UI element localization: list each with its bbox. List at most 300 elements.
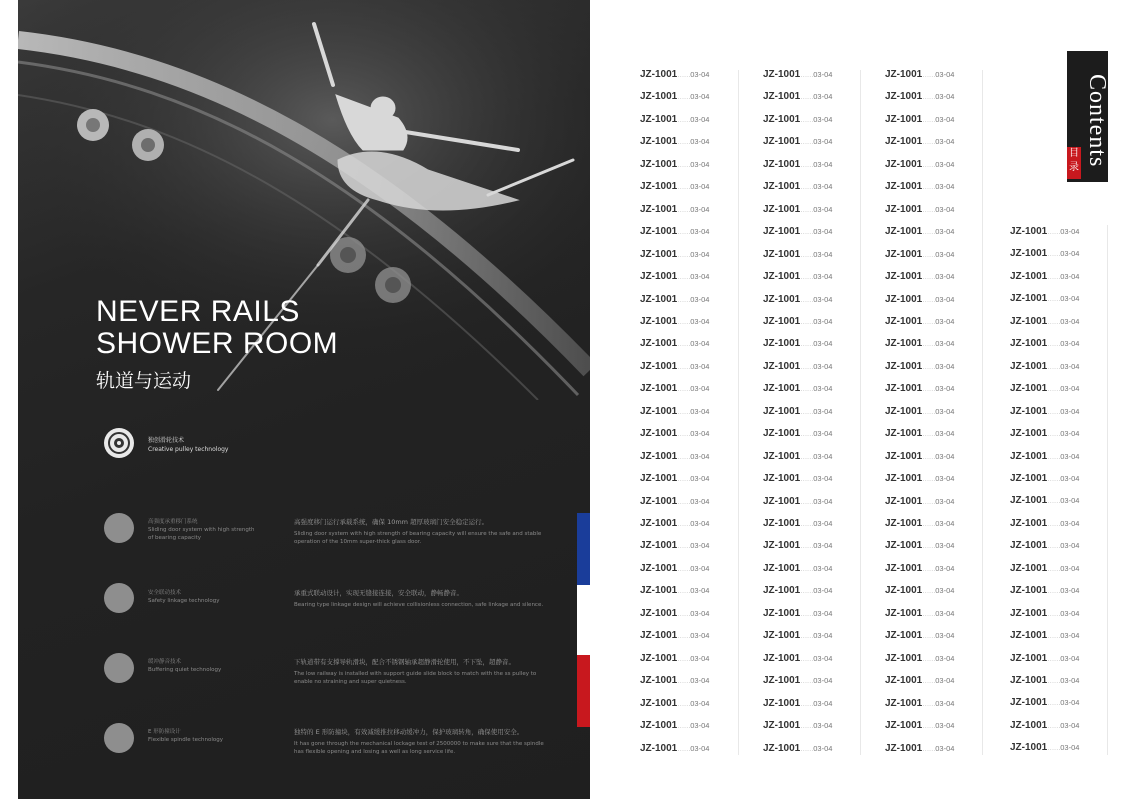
toc-entry-leader: …… bbox=[800, 476, 814, 484]
toc-entry-code: JZ-1001 bbox=[1010, 540, 1048, 552]
toc-entry-leader: …… bbox=[922, 745, 936, 753]
toc-entry[interactable] bbox=[1010, 674, 1079, 688]
toc-entry[interactable] bbox=[763, 719, 832, 733]
toc-entry[interactable] bbox=[885, 382, 954, 396]
toc-entry[interactable] bbox=[1010, 427, 1079, 441]
toc-entry-leader: …… bbox=[677, 498, 691, 506]
toc-entry-leader: …… bbox=[800, 431, 814, 439]
toc-entry[interactable] bbox=[885, 584, 954, 598]
toc-entry[interactable] bbox=[763, 113, 832, 127]
toc-entry-page: 03-04 bbox=[1060, 608, 1080, 618]
toc-entry[interactable] bbox=[1010, 247, 1079, 261]
toc-entry-code: JZ-1001 bbox=[1010, 495, 1048, 507]
toc-entry-page: 03-04 bbox=[935, 653, 955, 663]
toc-entry-leader: …… bbox=[1047, 498, 1061, 506]
toc-entry-code: JZ-1001 bbox=[885, 428, 923, 440]
toc-entry-page: 03-04 bbox=[1060, 541, 1080, 551]
toc-entry-page: 03-04 bbox=[1060, 563, 1080, 573]
toc-entry-page: 03-04 bbox=[935, 519, 955, 528]
feature-desc-en: Sliding door system with high strength of bearing capacity will ensure the safe and stable operation of the 10mm super-thick glass door. bbox=[294, 531, 542, 545]
toc-entry-leader: …… bbox=[922, 116, 936, 124]
toc-entry[interactable] bbox=[640, 539, 709, 553]
toc-entry-code: JZ-1001 bbox=[763, 338, 801, 350]
toc-entry-leader: …… bbox=[1047, 655, 1061, 663]
toc-entry[interactable] bbox=[885, 203, 954, 217]
toc-entry[interactable] bbox=[885, 158, 954, 172]
toc-entry-page: 03-04 bbox=[935, 631, 955, 641]
toc-entry-code: JZ-1001 bbox=[640, 428, 678, 440]
toc-entry-leader: …… bbox=[800, 588, 814, 596]
toc-entry[interactable] bbox=[1010, 652, 1079, 666]
toc-entry[interactable] bbox=[763, 270, 832, 284]
toc-entry-leader: …… bbox=[677, 363, 691, 371]
toc-entry-page: 03-04 bbox=[1060, 384, 1080, 394]
toc-entry[interactable] bbox=[763, 360, 832, 374]
column-divider bbox=[1107, 225, 1108, 755]
toc-entry[interactable] bbox=[885, 90, 954, 104]
toc-entry[interactable] bbox=[640, 337, 709, 351]
toc-entry-code: JZ-1001 bbox=[885, 158, 923, 170]
feature-label-cn: 安全联动技术 bbox=[148, 590, 182, 596]
toc-entry[interactable] bbox=[640, 293, 709, 307]
toc-entry-code: JZ-1001 bbox=[1010, 697, 1048, 709]
toc-entry-code: JZ-1001 bbox=[763, 271, 801, 283]
toc-entry-page: 03-04 bbox=[1060, 339, 1080, 349]
toc-entry-leader: …… bbox=[677, 318, 691, 326]
toc-entry-leader: …… bbox=[677, 543, 691, 551]
toc-entry-page: 03-04 bbox=[690, 631, 710, 641]
toc-entry-page: 03-04 bbox=[813, 676, 833, 686]
toc-entry[interactable] bbox=[763, 225, 832, 239]
toc-entry[interactable] bbox=[640, 315, 709, 329]
toc-entry[interactable] bbox=[640, 248, 709, 262]
toc-entry-leader: …… bbox=[922, 565, 936, 573]
toc-entry-leader: …… bbox=[677, 251, 691, 259]
toc-entry[interactable] bbox=[763, 427, 832, 441]
toc-entry[interactable] bbox=[1010, 270, 1079, 284]
toc-entry[interactable] bbox=[885, 495, 954, 509]
toc-entry[interactable] bbox=[763, 495, 832, 509]
toc-entry-leader: …… bbox=[922, 521, 936, 528]
toc-entry[interactable] bbox=[763, 180, 832, 194]
toc-entry-code: JZ-1001 bbox=[763, 69, 801, 80]
toc-entry[interactable] bbox=[885, 270, 954, 284]
toc-entry-leader: …… bbox=[677, 296, 691, 304]
toc-entry-code: JZ-1001 bbox=[640, 248, 678, 260]
toc-entry[interactable] bbox=[1010, 405, 1079, 419]
toc-entry[interactable] bbox=[1010, 517, 1079, 531]
toc-entry[interactable] bbox=[640, 158, 709, 172]
toc-entry[interactable] bbox=[640, 742, 709, 756]
toc-entry-code: JZ-1001 bbox=[763, 450, 801, 462]
toc-entry[interactable] bbox=[640, 472, 709, 486]
toc-entry-page: 03-04 bbox=[813, 272, 833, 282]
toc-entry-leader: …… bbox=[922, 94, 936, 102]
toc-entry-page: 03-04 bbox=[935, 182, 955, 192]
toc-entry[interactable] bbox=[763, 472, 832, 486]
toc-entry-code: JZ-1001 bbox=[763, 697, 801, 709]
toc-entry[interactable] bbox=[1010, 607, 1079, 621]
toc-entry-code: JZ-1001 bbox=[640, 607, 678, 619]
toc-entry-page: 03-04 bbox=[690, 227, 710, 237]
toc-entry-page: 03-04 bbox=[813, 182, 833, 192]
toc-entry-page: 03-04 bbox=[935, 384, 955, 394]
toc-entry[interactable] bbox=[763, 629, 832, 643]
toc-entry[interactable] bbox=[763, 90, 832, 104]
toc-entry[interactable] bbox=[640, 68, 709, 82]
toc-entry[interactable] bbox=[885, 674, 954, 688]
spindle-icon bbox=[104, 723, 134, 753]
toc-entry-code: JZ-1001 bbox=[640, 360, 678, 372]
toc-entry-code: JZ-1001 bbox=[885, 585, 923, 597]
toc-entry-code: JZ-1001 bbox=[1010, 675, 1048, 686]
toc-entry[interactable] bbox=[885, 472, 954, 486]
toc-entry-leader: …… bbox=[800, 341, 814, 349]
toc-entry-page: 03-04 bbox=[690, 159, 710, 169]
toc-entry[interactable] bbox=[1010, 741, 1079, 755]
feature-desc-en: Bearing type linkage design will achieve collisionless connection, safe linkage and silence. bbox=[294, 602, 544, 608]
toc-entry[interactable] bbox=[640, 360, 709, 374]
feature-desc-en: It has gone through the mechanical lockage test of 2500000 to make sure that the spindle has flexible opening and losing as well as long service life. bbox=[294, 741, 544, 755]
toc-entry[interactable] bbox=[885, 652, 954, 666]
toc-entry-code: JZ-1001 bbox=[763, 585, 801, 597]
toc-entry-code: JZ-1001 bbox=[763, 518, 801, 529]
feature-label-en: Sliding door system with high strength of bearing capacity bbox=[148, 527, 255, 541]
toc-entry-page: 03-04 bbox=[813, 519, 833, 528]
toc-entry-page: 03-04 bbox=[935, 361, 955, 371]
toc-entry-code: JZ-1001 bbox=[885, 562, 923, 574]
toc-entry-page: 03-04 bbox=[813, 631, 833, 641]
toc-entry[interactable] bbox=[885, 135, 954, 149]
toc-entry-page: 03-04 bbox=[935, 608, 955, 618]
toc-entry-code: JZ-1001 bbox=[763, 383, 801, 395]
toc-entry-page: 03-04 bbox=[935, 586, 955, 596]
toc-entry[interactable] bbox=[1010, 696, 1079, 710]
toc-entry[interactable] bbox=[763, 697, 832, 711]
toc-entry-code: JZ-1001 bbox=[885, 136, 923, 148]
toc-entry[interactable] bbox=[1010, 584, 1079, 598]
toc-entry-code: JZ-1001 bbox=[640, 293, 678, 305]
toc-entry-code: JZ-1001 bbox=[1010, 338, 1048, 350]
toc-entry-page: 03-04 bbox=[1060, 361, 1080, 371]
toc-entry-code: JZ-1001 bbox=[1010, 562, 1048, 574]
toc-entry[interactable] bbox=[885, 293, 954, 307]
toc-entry-page: 03-04 bbox=[690, 204, 710, 214]
toc-entry-code: JZ-1001 bbox=[640, 271, 678, 283]
toc-entry[interactable] bbox=[885, 360, 954, 374]
toc-entry-leader: …… bbox=[1047, 588, 1061, 596]
toc-entry[interactable] bbox=[640, 405, 709, 419]
toc-entry[interactable] bbox=[763, 405, 832, 419]
toc-entry[interactable] bbox=[763, 248, 832, 262]
toc-entry-code: JZ-1001 bbox=[1010, 248, 1048, 260]
toc-entry[interactable] bbox=[885, 719, 954, 733]
toc-entry-leader: …… bbox=[922, 206, 936, 214]
feature-label-cn: 缓冲静音技术 bbox=[148, 659, 182, 665]
toc-entry[interactable] bbox=[885, 405, 954, 419]
toc-entry[interactable] bbox=[885, 697, 954, 711]
toc-entry[interactable] bbox=[1010, 337, 1079, 351]
toc-entry-code: JZ-1001 bbox=[640, 720, 678, 732]
toc-entry-code: JZ-1001 bbox=[1010, 630, 1048, 642]
toc-entry-code: JZ-1001 bbox=[885, 226, 923, 238]
toc-entry-leader: …… bbox=[922, 318, 936, 326]
toc-entry-page: 03-04 bbox=[813, 204, 833, 214]
toc-entry[interactable] bbox=[640, 382, 709, 396]
column-divider bbox=[860, 70, 861, 755]
toc-entry[interactable] bbox=[640, 113, 709, 127]
toc-entry[interactable] bbox=[763, 135, 832, 149]
toc-entry-code: JZ-1001 bbox=[885, 91, 923, 103]
toc-entry-page: 03-04 bbox=[690, 721, 710, 731]
toc-entry[interactable] bbox=[885, 562, 954, 576]
toc-entry-page: 03-04 bbox=[813, 451, 833, 461]
toc-entry[interactable] bbox=[885, 517, 954, 531]
toc-entry[interactable] bbox=[1010, 472, 1079, 486]
toc-entry[interactable] bbox=[885, 450, 954, 464]
toc-entry[interactable] bbox=[885, 742, 954, 756]
toc-entry[interactable] bbox=[763, 68, 832, 82]
toc-entry[interactable] bbox=[1010, 719, 1079, 733]
toc-entry[interactable] bbox=[763, 382, 832, 396]
toc-entry-code: JZ-1001 bbox=[885, 203, 923, 215]
toc-entry-code: JZ-1001 bbox=[763, 473, 801, 485]
toc-entry-code: JZ-1001 bbox=[763, 360, 801, 372]
flag-stripe-white bbox=[577, 585, 590, 655]
toc-entry[interactable] bbox=[640, 427, 709, 441]
toc-entry-page: 03-04 bbox=[690, 361, 710, 371]
toc-entry-page: 03-04 bbox=[690, 429, 710, 439]
toc-entry[interactable] bbox=[640, 607, 709, 621]
toc-entry-page: 03-04 bbox=[690, 137, 710, 147]
toc-entry-page: 03-04 bbox=[935, 137, 955, 147]
toc-entry[interactable] bbox=[640, 652, 709, 666]
pulley-title-cn: 独创滑轮技术 bbox=[148, 437, 185, 444]
toc-entry-page: 03-04 bbox=[1060, 743, 1080, 753]
toc-entry-code: JZ-1001 bbox=[763, 742, 801, 754]
toc-entry-leader: …… bbox=[922, 543, 936, 551]
toc-entry-leader: …… bbox=[922, 161, 936, 169]
toc-entry-page: 03-04 bbox=[690, 676, 710, 686]
toc-entry-code: JZ-1001 bbox=[1010, 607, 1048, 619]
toc-entry-page: 03-04 bbox=[690, 70, 710, 79]
toc-entry-page: 03-04 bbox=[1060, 676, 1080, 685]
toc-entry-leader: …… bbox=[800, 206, 814, 214]
toc-entry-code: JZ-1001 bbox=[885, 293, 923, 305]
toc-entry-page: 03-04 bbox=[690, 114, 710, 124]
toc-entry[interactable] bbox=[640, 450, 709, 464]
pulley-text bbox=[148, 436, 228, 454]
toc-entry-code: JZ-1001 bbox=[763, 630, 801, 642]
toc-entry-leader: …… bbox=[677, 700, 691, 708]
toc-entry-code: JZ-1001 bbox=[1010, 226, 1048, 237]
toc-entry-leader: …… bbox=[800, 521, 814, 528]
toc-entry-code: JZ-1001 bbox=[885, 742, 923, 754]
toc-entry[interactable] bbox=[885, 248, 954, 262]
left-page bbox=[18, 0, 590, 799]
toc-entry[interactable] bbox=[763, 652, 832, 666]
toc-entry-code: JZ-1001 bbox=[640, 562, 678, 574]
toc-entry-leader: …… bbox=[677, 431, 691, 439]
toc-entry-page: 03-04 bbox=[690, 496, 710, 506]
toc-entry-leader: …… bbox=[800, 318, 814, 326]
toc-entry-page: 03-04 bbox=[813, 563, 833, 573]
toc-entry[interactable] bbox=[885, 113, 954, 127]
toc-entry[interactable] bbox=[763, 293, 832, 307]
toc-entry-page: 03-04 bbox=[813, 137, 833, 147]
toc-entry-leader: …… bbox=[677, 521, 691, 528]
feature-label-cn: 高强度承重移门系统 bbox=[148, 519, 198, 525]
toc-entry[interactable] bbox=[763, 158, 832, 172]
toc-entry[interactable] bbox=[1010, 539, 1079, 553]
toc-entry-leader: …… bbox=[1047, 431, 1061, 439]
toc-entry-code: JZ-1001 bbox=[640, 383, 678, 395]
contents-tab-cn: 目录 bbox=[1067, 147, 1081, 179]
toc-entry[interactable] bbox=[763, 674, 832, 688]
toc-entry-page: 03-04 bbox=[813, 608, 833, 618]
toc-entry-page: 03-04 bbox=[813, 92, 833, 102]
hero-title-line2: SHOWER ROOM bbox=[96, 327, 339, 360]
toc-entry[interactable] bbox=[640, 203, 709, 217]
toc-entry-page: 03-04 bbox=[690, 182, 710, 192]
toc-entry-leader: …… bbox=[922, 363, 936, 371]
toc-entry-leader: …… bbox=[1047, 318, 1061, 326]
toc-entry[interactable] bbox=[1010, 382, 1079, 396]
toc-entry[interactable] bbox=[640, 629, 709, 643]
toc-entry-leader: …… bbox=[800, 229, 814, 237]
toc-entry[interactable] bbox=[763, 562, 832, 576]
toc-entry[interactable] bbox=[1010, 360, 1079, 374]
toc-entry-page: 03-04 bbox=[935, 249, 955, 259]
toc-entry[interactable] bbox=[1010, 315, 1079, 329]
toc-entry[interactable] bbox=[1010, 450, 1079, 464]
toc-entry-leader: …… bbox=[922, 251, 936, 259]
feature-label-en: Safety linkage technology bbox=[148, 598, 220, 604]
toc-entry[interactable] bbox=[1010, 292, 1079, 306]
toc-entry[interactable] bbox=[885, 68, 954, 82]
toc-entry-page: 03-04 bbox=[690, 743, 710, 753]
toc-entry-code: JZ-1001 bbox=[763, 203, 801, 215]
toc-entry-code: JZ-1001 bbox=[885, 540, 923, 552]
toc-entry[interactable] bbox=[885, 337, 954, 351]
toc-entry-page: 03-04 bbox=[1060, 451, 1080, 461]
toc-entry-leader: …… bbox=[677, 588, 691, 596]
toc-entry[interactable] bbox=[1010, 629, 1079, 643]
toc-entry[interactable] bbox=[763, 742, 832, 756]
feature-label bbox=[148, 658, 258, 674]
toc-entry[interactable] bbox=[885, 427, 954, 441]
toc-entry[interactable] bbox=[763, 584, 832, 598]
toc-entry-leader: …… bbox=[800, 296, 814, 304]
feature-desc-cn: 独特的 E 形防撞块，有效减缓推拉移动缓冲力，保护玻璃转角，确保使用安全。 bbox=[294, 728, 524, 736]
toc-entry-code: JZ-1001 bbox=[1010, 428, 1048, 440]
toc-entry[interactable] bbox=[640, 562, 709, 576]
toc-entry-code: JZ-1001 bbox=[640, 226, 678, 238]
toc-entry-code: JZ-1001 bbox=[885, 181, 923, 193]
toc-entry[interactable] bbox=[763, 315, 832, 329]
toc-entry-leader: …… bbox=[800, 72, 814, 79]
toc-entry-code: JZ-1001 bbox=[1010, 585, 1048, 597]
toc-entry[interactable] bbox=[640, 719, 709, 733]
toc-entry-leader: …… bbox=[922, 431, 936, 439]
toc-entry-page: 03-04 bbox=[813, 743, 833, 753]
toc-entry-code: JZ-1001 bbox=[1010, 742, 1048, 754]
toc-entry[interactable] bbox=[640, 90, 709, 104]
toc-entry-code: JZ-1001 bbox=[640, 473, 678, 485]
toc-entry[interactable] bbox=[640, 517, 709, 531]
toc-entry[interactable] bbox=[885, 607, 954, 621]
toc-entry[interactable] bbox=[763, 203, 832, 217]
toc-entry[interactable] bbox=[1010, 225, 1079, 239]
toc-entry-code: JZ-1001 bbox=[885, 113, 923, 125]
toc-entry[interactable] bbox=[640, 225, 709, 239]
toc-entry-leader: …… bbox=[922, 184, 936, 192]
toc-entry-leader: …… bbox=[800, 610, 814, 618]
toc-entry-leader: …… bbox=[1047, 520, 1061, 528]
toc-entry-page: 03-04 bbox=[813, 361, 833, 371]
toc-entry-leader: …… bbox=[800, 745, 814, 753]
toc-entry-leader: …… bbox=[800, 94, 814, 102]
toc-entry[interactable] bbox=[640, 674, 709, 688]
toc-entry-code: JZ-1001 bbox=[885, 697, 923, 709]
toc-entry[interactable] bbox=[640, 270, 709, 284]
toc-entry-code: JZ-1001 bbox=[885, 271, 923, 283]
toc-entry[interactable] bbox=[640, 180, 709, 194]
toc-entry-leader: …… bbox=[677, 386, 691, 394]
toc-entry-page: 03-04 bbox=[935, 294, 955, 304]
toc-entry-code: JZ-1001 bbox=[763, 562, 801, 574]
toc-entry[interactable] bbox=[885, 315, 954, 329]
toc-entry-page: 03-04 bbox=[813, 653, 833, 663]
toc-entry[interactable] bbox=[640, 697, 709, 711]
toc-entry[interactable] bbox=[1010, 494, 1079, 508]
contents-tab-title: Contents bbox=[1084, 74, 1110, 168]
toc-entry-page: 03-04 bbox=[935, 204, 955, 214]
toc-entry-leader: …… bbox=[800, 498, 814, 506]
toc-entry-page: 03-04 bbox=[1060, 249, 1080, 259]
toc-entry[interactable] bbox=[763, 337, 832, 351]
toc-entry-leader: …… bbox=[922, 139, 936, 147]
toc-entry-code: JZ-1001 bbox=[763, 405, 801, 417]
toc-entry[interactable] bbox=[763, 539, 832, 553]
toc-entry[interactable] bbox=[763, 450, 832, 464]
toc-entry-leader: …… bbox=[677, 678, 691, 686]
toc-entry[interactable] bbox=[885, 629, 954, 643]
toc-entry-code: JZ-1001 bbox=[763, 607, 801, 619]
toc-entry[interactable] bbox=[763, 517, 832, 531]
toc-entry-leader: …… bbox=[922, 453, 936, 461]
toc-entry-page: 03-04 bbox=[690, 563, 710, 573]
toc-entry-page: 03-04 bbox=[813, 294, 833, 304]
toc-entry-leader: …… bbox=[1047, 543, 1061, 551]
toc-entry[interactable] bbox=[885, 180, 954, 194]
toc-entry[interactable] bbox=[640, 584, 709, 598]
toc-entry[interactable] bbox=[640, 495, 709, 509]
toc-entry-page: 03-04 bbox=[690, 474, 710, 484]
toc-entry-page: 03-04 bbox=[935, 406, 955, 416]
toc-entry[interactable] bbox=[763, 607, 832, 621]
toc-entry[interactable] bbox=[1010, 562, 1079, 576]
toc-entry[interactable] bbox=[885, 225, 954, 239]
toc-entry-code: JZ-1001 bbox=[640, 338, 678, 350]
feature-description bbox=[294, 518, 544, 546]
toc-entry-code: JZ-1001 bbox=[1010, 450, 1048, 462]
toc-entry-leader: …… bbox=[922, 72, 936, 79]
toc-entry[interactable] bbox=[885, 539, 954, 553]
toc-entry-leader: …… bbox=[677, 723, 691, 731]
toc-entry-leader: …… bbox=[677, 184, 691, 192]
toc-entry[interactable] bbox=[640, 135, 709, 149]
